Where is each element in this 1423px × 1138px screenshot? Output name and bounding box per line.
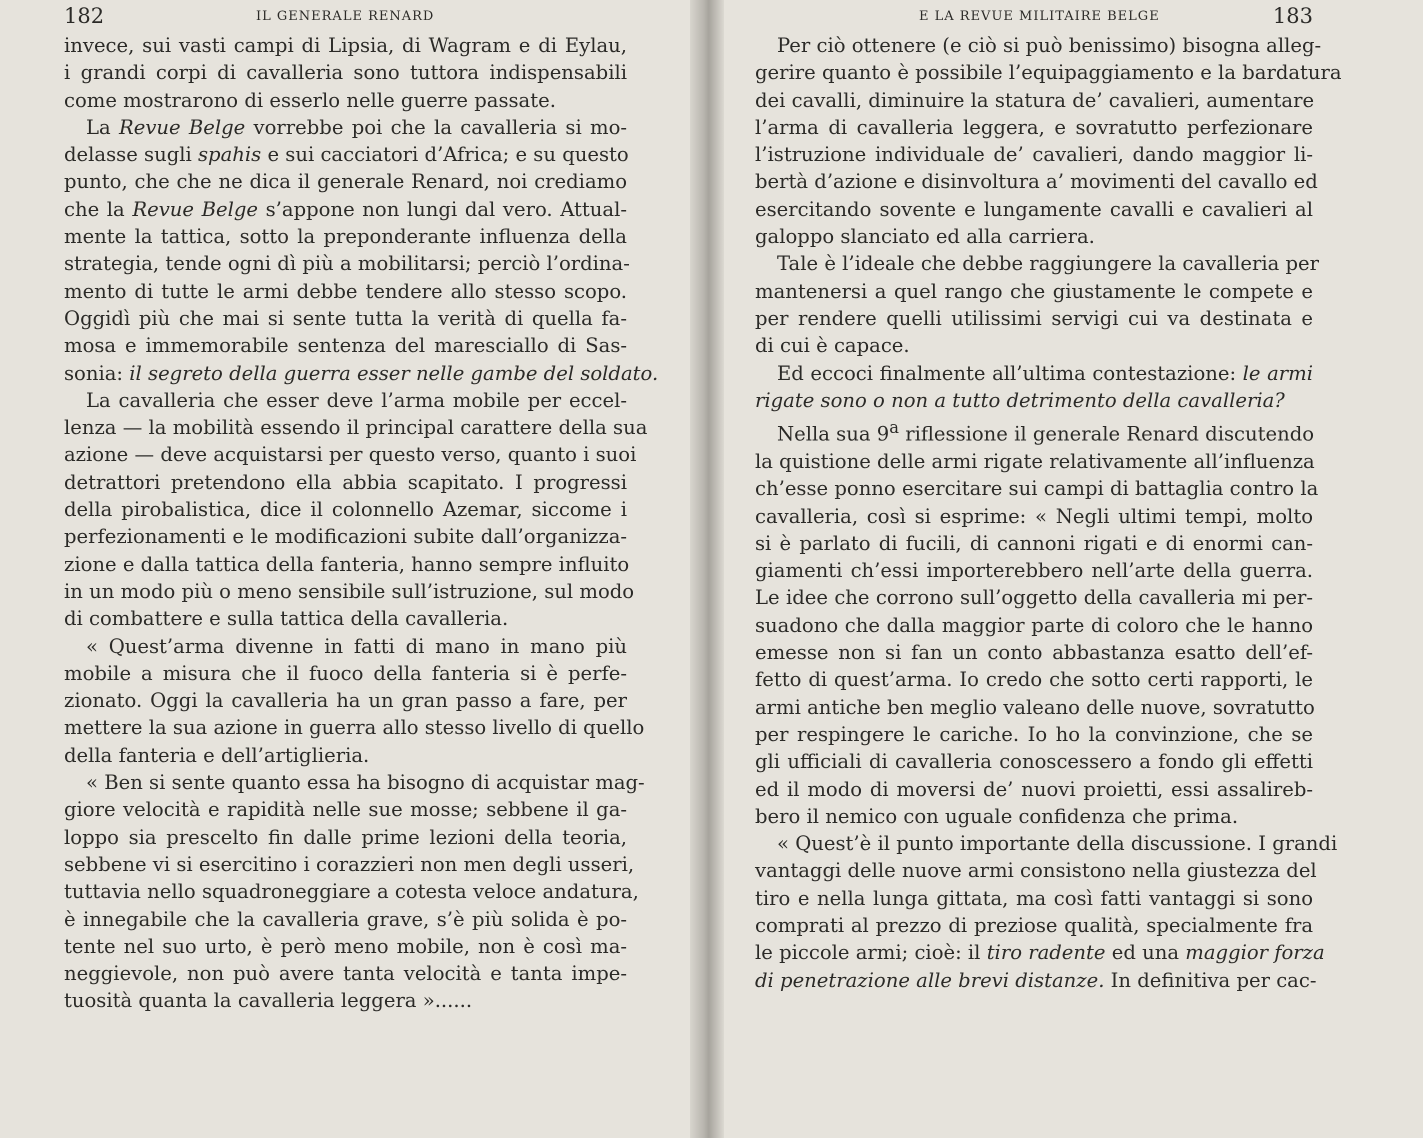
text-line: gli ufficiali di cavalleria conoscessero a fondo gli effetti	[755, 750, 1313, 774]
text-line: della fanteria e dell’artiglieria.	[64, 743, 370, 767]
text-line: fetto di quest’arma. Io credo che sotto certi rapporti, le	[755, 668, 1313, 692]
text-line: perfezionamenti e le modificazioni subite dall’organizza-	[64, 525, 627, 549]
text-line: mobile a misura che il fuoco della fanteria si è perfe-	[64, 661, 627, 685]
right-page-number: 183	[1272, 4, 1313, 28]
text-line: è innegabile che la cavalleria grave, s’è più solida è po-	[64, 907, 627, 931]
text-line: la quistione delle armi rigate relativamente all’influenza	[755, 449, 1315, 473]
text-line: lenza — la mobilità essendo il principal carattere della sua	[64, 416, 648, 440]
text-line: dei cavalli, diminuire la statura de’ cavalieri, aumentare	[755, 88, 1315, 112]
text-line: i grandi corpi di cavalleria sono tuttora indispensabili	[64, 61, 627, 85]
text-line: azione — deve acquistarsi per questo verso, quanto i suoi	[64, 443, 637, 467]
text-line: ed il modo di moversi de’ nuovi proietti, essi assalireb-	[755, 777, 1313, 801]
right-running-title: E LA REVUE MILITAIRE BELGE	[919, 9, 1160, 24]
text-line: punto, che che ne dica il generale Renard, noi crediamo	[64, 170, 627, 194]
text-line: mosa e immemorabile sentenza del maresciallo di Sas-	[64, 334, 627, 358]
text-line: emesse non si fan un conto abbastanza esatto dell’ef-	[755, 641, 1313, 665]
text-line: mantenersi a quel rango che giustamente le compete e	[755, 279, 1313, 303]
text-line: bero il nemico con uguale confidenza che prima.	[755, 804, 1239, 828]
text-line: giamenti ch’essi importerebbero nell’arte della guerra.	[755, 559, 1313, 583]
text-line: « Quest’è il punto importante della discussione. I grandi	[777, 832, 1338, 856]
text-line: loppo sia prescelto fin dalle prime lezioni della teoria,	[64, 825, 627, 849]
text-line: si è parlato di fucili, di cannoni rigati e di enormi can-	[755, 531, 1313, 555]
text-line: suadono che dalla maggior parte di coloro che le hanno	[755, 613, 1313, 637]
text-line: invece, sui vasti campi di Lipsia, di Wagram e di Eylau,	[64, 34, 627, 57]
text-line: giore velocità e rapidità nelle sue mosse; sebbene il ga-	[64, 798, 627, 822]
text-line: La cavalleria che esser deve l’arma mobile per eccel-	[86, 388, 627, 412]
text-line: delasse sugli spahis e sui cacciatori d’Africa; e su questo	[64, 143, 629, 167]
left-page-body	[64, 32, 659, 1015]
text-line: Nella sua 9$^a$ riflessione il generale Renard discutendo	[777, 418, 1315, 446]
text-line: esercitando sovente e lungamente cavalli e cavalieri al	[755, 197, 1313, 221]
text-line: detrattori pretendono ella abbia scapitato. I progressi	[64, 470, 627, 494]
text-line: in un modo più o meno sensibile sull’istruzione, sul modo	[64, 579, 635, 603]
text-line: cavalleria, così si esprime: « Negli ultimi tempi, molto	[755, 504, 1313, 528]
text-line: le piccole armi; cioè: il tiro radente ed una maggior forza	[755, 941, 1325, 965]
text-line: per respingere le cariche. Io ho la convinzione, che se	[755, 722, 1313, 746]
text-line: vantaggi delle nuove armi consistono nella giustezza del	[755, 859, 1317, 883]
text-line: neggievole, non può avere tanta velocità e tanta impe-	[64, 962, 627, 986]
text-line: Oggidì più che mai si sente tutta la verità di quella fa-	[64, 306, 627, 330]
text-line: mettere la sua azione in guerra allo stesso livello di quello	[64, 716, 645, 740]
text-line: sebbene vi si esercitino i corazzieri non men degli usseri,	[64, 852, 635, 876]
text-line: come mostrarono di esserlo nelle guerre passate.	[64, 88, 556, 112]
text-line: di penetrazione alle brevi distanze. In definitiva per cac-	[755, 968, 1317, 992]
text-line: per rendere quelli utilissimi servigi cui va destinata e	[755, 306, 1313, 330]
text-line: tuosità quanta la cavalleria leggera »......	[64, 989, 473, 1013]
text-line: zione e dalla tattica della fanteria, hanno sempre influito	[64, 552, 630, 576]
text-line: Le idee che corrono sull’oggetto della cavalleria mi per-	[755, 586, 1313, 610]
text-line: di cui è capace.	[755, 334, 910, 358]
text-line: « Ben si sente quanto essa ha bisogno di acquistar mag-	[86, 771, 645, 795]
text-line: mento di tutte le armi debbe tendere allo stesso scopo.	[64, 279, 627, 303]
text-line: l’arma di cavalleria leggera, e sovratutto perfezionare	[755, 115, 1313, 139]
text-line: l’istruzione individuale de’ cavalieri, dando maggior li-	[755, 143, 1313, 167]
text-line: Per ciò ottenere (e ciò si può benissimo) bisogna alleg-	[777, 34, 1322, 57]
text-line: tiro e nella lunga gittata, ma così fatti vantaggi si sono	[755, 886, 1313, 910]
text-line: comprati al prezzo di preziose qualità, specialmente fra	[755, 914, 1313, 938]
text-line: che la Revue Belge s’appone non lungi dal vero. Attual-	[64, 197, 627, 221]
text-line: La Revue Belge vorrebbe poi che la cavalleria si mo-	[86, 115, 627, 139]
text-line: di combattere e sulla tattica della cavalleria.	[64, 607, 509, 631]
text-line: della pirobalistica, dice il colonnello Azemar, siccome i	[64, 498, 627, 522]
book-gutter	[690, 0, 724, 1138]
text-line: armi antiche ben meglio valeano delle nuove, sovratutto	[755, 695, 1315, 719]
text-line: ch’esse ponno esercitare sui campi di battaglia contro la	[755, 477, 1319, 501]
text-line: rigate sono o non a tutto detrimento della cavalleria?	[755, 388, 1285, 412]
right-page-header	[755, 4, 1313, 34]
text-line: mente la tattica, sotto la preponderante influenza della	[64, 225, 627, 249]
text-line: sonia: il segreto della guerra esser nelle gambe del soldato.	[64, 361, 659, 385]
text-line: bertà d’azione e disinvoltura a’ movimenti del cavallo ed	[755, 170, 1318, 194]
text-line: tente nel suo urto, è però meno mobile, non è così ma-	[64, 934, 627, 958]
text-line: « Quest’arma divenne in fatti di mano in mano più	[86, 634, 627, 658]
left-running-title: IL GENERALE RENARD	[256, 9, 435, 24]
text-line: zionato. Oggi la cavalleria ha un gran passo a fare, per	[64, 689, 627, 713]
text-line: tuttavia nello squadroneggiare a cotesta veloce andatura,	[64, 880, 639, 904]
text-line: Tale è l’ideale che debbe raggiungere la cavalleria per	[777, 252, 1320, 276]
left-page-number: 182	[64, 4, 105, 28]
text-line: Ed eccoci finalmente all’ultima contestazione: le armi	[777, 361, 1313, 385]
text-line: galoppo slanciato ed alla carriera.	[755, 225, 1095, 249]
left-page-header	[64, 4, 626, 34]
text-line: gerire quanto è possibile l’equipaggiamento e la bardatura	[755, 61, 1342, 85]
text-line: strategia, tende ogni dì più a mobilitarsi; perciò l’ordina-	[64, 252, 630, 276]
right-page-body	[755, 32, 1342, 994]
